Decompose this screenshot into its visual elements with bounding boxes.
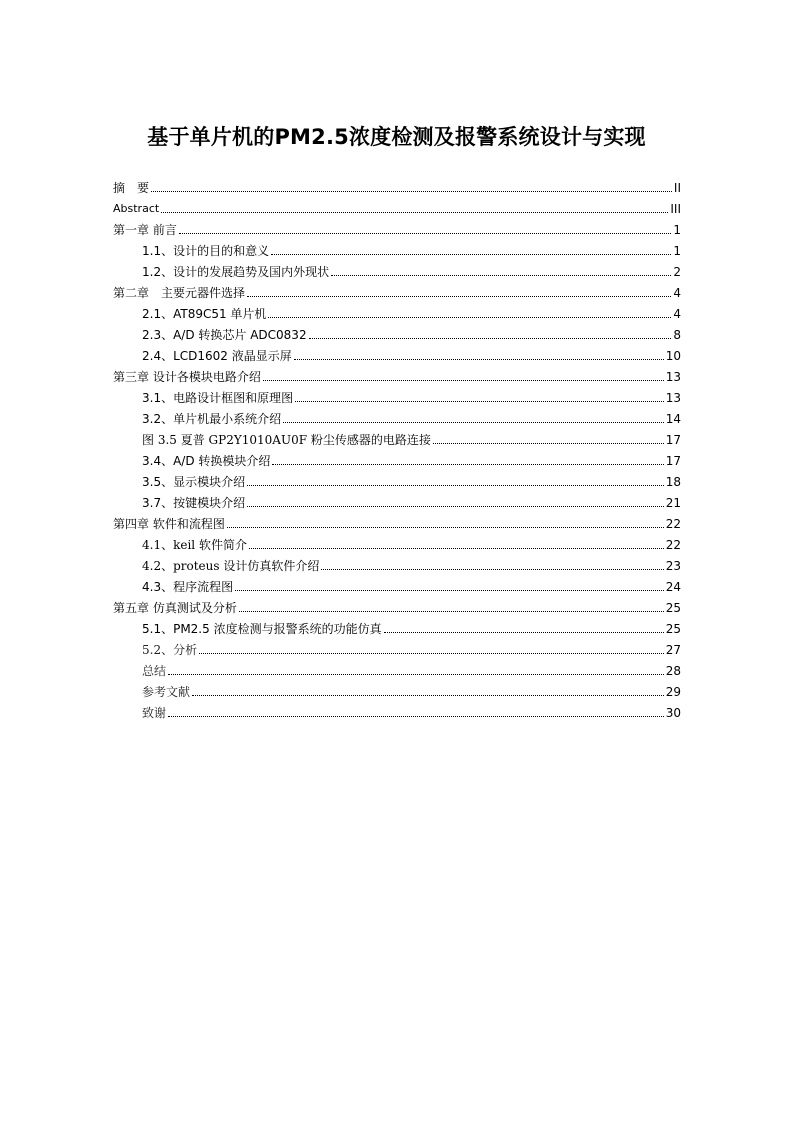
toc-entry-text: 摘 要: [113, 181, 150, 195]
toc-dot-leader: [239, 610, 664, 612]
toc-page-number: 28: [665, 664, 681, 678]
toc-entry-text: 3.5、显示模块介绍: [142, 475, 246, 489]
toc-page-number: 17: [665, 454, 681, 468]
toc-dot-leader: [247, 484, 664, 486]
toc-dot-leader: [268, 316, 671, 318]
toc-page-number: 13: [665, 391, 681, 405]
toc-entry-acknowledgements[interactable]: [142, 700, 681, 720]
toc-page-number: 18: [665, 475, 681, 489]
toc-page-number: III: [670, 202, 681, 216]
toc-dot-leader: [272, 463, 663, 465]
toc-dot-leader: [433, 442, 664, 444]
toc-entry-5-2[interactable]: [142, 637, 681, 657]
toc-page-number: 10: [665, 349, 681, 363]
toc-dot-leader: [263, 379, 664, 381]
toc-dot-leader: [283, 421, 664, 423]
toc-page-number: 13: [665, 370, 681, 384]
toc-entry-text: 总结: [142, 664, 167, 678]
toc-entry-chapter-2[interactable]: [113, 280, 681, 300]
toc-page-number: 1: [673, 223, 681, 237]
document-title: 基于单片机的PM2.5浓度检测及报警系统设计与实现: [147, 125, 646, 149]
toc-entry-text: 3.4、A/D 转换模块介绍: [142, 454, 271, 468]
toc-page-number: 4: [673, 307, 681, 321]
toc-dot-leader: [151, 190, 672, 192]
toc-dot-leader: [294, 358, 664, 360]
toc-page-number: 23: [665, 559, 681, 573]
toc-entry-text: 5.1、PM2.5 浓度检测与报警系统的功能仿真: [142, 622, 382, 636]
toc-dot-leader: [271, 253, 671, 255]
toc-entry-text: 4.3、程序流程图: [142, 580, 234, 594]
toc-entry-3-7[interactable]: [142, 490, 681, 510]
toc-entry-4-2[interactable]: [142, 553, 681, 573]
toc-entry-text: 2.3、A/D 转换芯片 ADC0832: [142, 328, 307, 342]
toc-entry-text: 1.1、设计的目的和意义: [142, 244, 270, 258]
toc-entry-text: 3.2、单片机最小系统介绍: [142, 412, 282, 426]
toc-entry-text: Abstract: [113, 202, 160, 215]
toc-entry-text: 2.4、LCD1602 液晶显示屏: [142, 349, 292, 363]
toc-entry-text: 3.1、电路设计框图和原理图: [142, 391, 294, 405]
toc-entry-text: 3.7、按键模块介绍: [142, 496, 246, 510]
toc-page-number: 24: [665, 580, 681, 594]
toc-entry-text: 第五章 仿真测试及分析: [113, 601, 237, 615]
toc-dot-leader: [168, 673, 664, 675]
toc-page-number: II: [673, 181, 681, 195]
toc-entry-chapter-5[interactable]: [113, 595, 681, 615]
toc-entry-3-4[interactable]: [142, 448, 681, 468]
toc-entry-4-3[interactable]: [142, 574, 681, 594]
toc-entry-5-1[interactable]: [142, 616, 681, 636]
toc-page-number: 22: [665, 517, 681, 531]
toc-entry-references[interactable]: [142, 679, 681, 699]
toc-entry-2-3[interactable]: [142, 322, 681, 342]
toc-dot-leader: [295, 400, 664, 402]
toc-entry-2-1[interactable]: [142, 301, 681, 321]
toc-entry-abstract-cn[interactable]: [113, 175, 681, 195]
toc-entry-text: 1.2、设计的发展趋势及国内外现状: [142, 265, 330, 279]
toc-entry-text: 4.2、proteus 设计仿真软件介绍: [142, 559, 320, 573]
toc-entry-text: 5.2、分析: [142, 643, 198, 657]
toc-dot-leader: [309, 337, 672, 339]
toc-dot-leader: [331, 274, 671, 276]
toc-page-number: 22: [665, 538, 681, 552]
toc-entry-abstract-en[interactable]: [113, 196, 681, 216]
toc-dot-leader: [179, 232, 672, 234]
toc-entry-text: 参考文献: [142, 685, 191, 699]
toc-page-number: 27: [665, 643, 681, 657]
toc-dot-leader: [384, 631, 664, 633]
toc-dot-leader: [247, 295, 671, 297]
toc-page-number: 25: [665, 601, 681, 615]
toc-dot-leader: [199, 652, 664, 654]
toc-page-number: 8: [673, 328, 681, 342]
toc-dot-leader: [235, 589, 664, 591]
toc-entry-figure-3-5[interactable]: [142, 427, 681, 447]
toc-entry-1-1[interactable]: [142, 238, 681, 258]
toc-dot-leader: [247, 505, 664, 507]
toc-page-number: 21: [665, 496, 681, 510]
toc-entry-3-1[interactable]: [142, 385, 681, 405]
toc-entry-3-5[interactable]: [142, 469, 681, 489]
toc-page-number: 17: [665, 433, 681, 447]
toc-entry-text: 2.1、AT89C51 单片机: [142, 307, 267, 321]
toc-page-number: 25: [665, 622, 681, 636]
toc-dot-leader: [192, 694, 664, 696]
toc-entry-text: 第一章 前言: [113, 223, 177, 237]
toc-entry-text: 第三章 设计各模块电路介绍: [113, 370, 261, 384]
toc-entry-text: 第四章 软件和流程图: [113, 517, 225, 531]
toc-entry-1-2[interactable]: [142, 259, 681, 279]
toc-entry-text: 第二章 主要元器件选择: [113, 286, 246, 300]
toc-entry-text: 致谢: [142, 706, 167, 720]
toc-page-number: 29: [665, 685, 681, 699]
toc-page-number: 2: [673, 265, 681, 279]
toc-page-number: 1: [673, 244, 681, 258]
toc-entry-4-1[interactable]: [142, 532, 681, 552]
toc-page-number: 4: [673, 286, 681, 300]
toc-entry-chapter-3[interactable]: [113, 364, 681, 384]
toc-page-number: 14: [665, 412, 681, 426]
toc-entry-text: 4.1、keil 软件简介: [142, 538, 247, 552]
toc-dot-leader: [321, 568, 663, 570]
toc-dot-leader: [168, 715, 664, 717]
toc-entry-2-4[interactable]: [142, 343, 681, 363]
toc-dot-leader: [227, 526, 664, 528]
toc-entry-chapter-4[interactable]: [113, 511, 681, 531]
toc-entry-text: 图 3.5 夏普 GP2Y1010AU0F 粉尘传感器的电路连接: [142, 433, 431, 447]
toc-entry-3-2[interactable]: [142, 406, 681, 426]
toc-dot-leader: [249, 547, 664, 549]
toc-page-number: 30: [665, 706, 681, 720]
toc-entry-conclusion[interactable]: [142, 658, 681, 678]
toc-dot-leader: [161, 211, 668, 213]
toc-entry-chapter-1[interactable]: [113, 217, 681, 237]
